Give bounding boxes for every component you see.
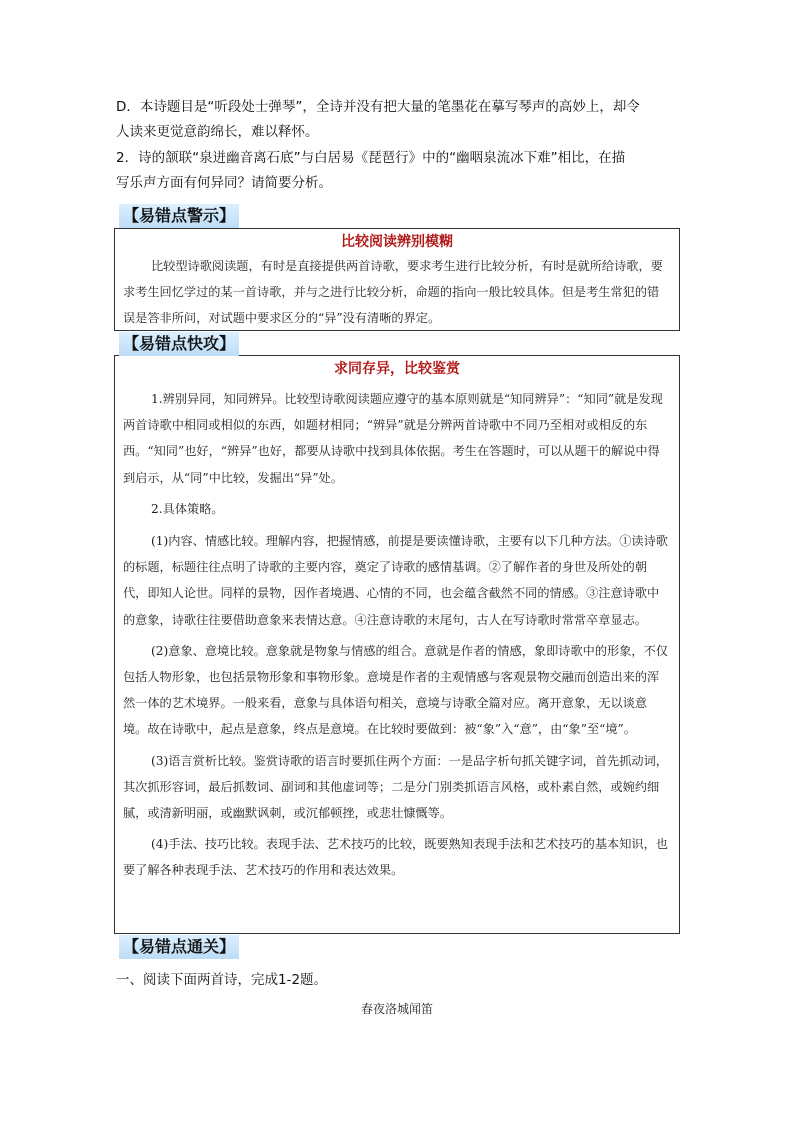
practice-instruction: 一、阅读下面两首诗，完成1-2题。 (116, 972, 328, 988)
warning-title: 比较阅读辨别模糊 (341, 234, 453, 250)
option-d: D．本诗题目是“听段处士弹琴”，全诗并没有把大量的笔墨花在摹写琴声的高妙上，却令 人读来更觉意韵绵长，难以释怀。 (116, 99, 640, 140)
poem-title: 春夜洛城闻笛 (360, 1002, 433, 1016)
tactics-paragraph-5: (3)语言赏析比较。鉴赏诗歌的语言时要抓住两个方面：一是品字析句抓关键字词，首先抓动词，其次抓形容词，最后抓数词、副词和其他虚词等；二是分门别类抓语言风格，或朴素自然，或婉约细腻，或清新明丽，或幽默讽刺，或沉郁顿挫，或悲壮慷慨等。 (123, 753, 668, 821)
section-header-warning: 【易错点警示】 (119, 204, 239, 228)
tactics-paragraph-3: (1)内容、情感比较。理解内容，把握情感，前提是要读懂诗歌，主要有以下几种方法。①读诗歌的标题，标题往往点明了诗歌的主要内容，奠定了诗歌的感情基调。②了解作者的身世及所处的朝代，即知人论世。同样的景物，因作者境遇、心情的不同，也会蕴含截然不同的情感。③注意诗歌中的意象，诗歌往往要借助意象来表情达意。④注意诗歌的末尾句，古人在写诗歌时常常卒章显志。 (123, 534, 668, 627)
question-2: 2．诗的颔联“泉迸幽音离石底”与白居易《琵琶行》中的“幽咽泉流冰下难”相比，在描 写乐声方面有何异同？请简要分析。 (116, 150, 626, 191)
section-header-tactics: 【易错点快攻】 (119, 332, 239, 356)
tactics-paragraph-6: (4)手法、技巧比较。表现手法、艺术技巧的比较，既要熟知表现手法和艺术技巧的基本知识，也要了解各种表现手法、艺术技巧的作用和表达效果。 (123, 837, 668, 878)
section-header-practice: 【易错点通关】 (119, 935, 239, 959)
tactics-paragraph-1: 1.辨别异同，知同辨异。比较型诗歌阅读题应遵守的基本原则就是“知同辨异”：“知同”就是发现两首诗歌中相同或相似的东西，如题材相同；“辨异”就是分辨两首诗歌中不同乃至相对或相反的东西。“知同”也好，“辨异”也好，都要从诗歌中找到具体依据。考生在答题时，可以从题干的解说中得到启示，从“同”中比较，发掘出“异”处。 (123, 392, 663, 485)
warning-body: 比较型诗歌阅读题，有时是直接提供两首诗歌，要求考生进行比较分析，有时是就所给诗歌，要求考生回忆学过的某一首诗歌，并与之进行比较分析，命题的指向一般比较具体。但是考生常犯的错误是答非所问，对试题中要求区分的“异”没有清晰的界定。 (123, 259, 663, 325)
warning-box (114, 228, 680, 331)
tactics-title: 求同存异，比较鉴赏 (334, 361, 460, 377)
tactics-box (114, 355, 680, 934)
tactics-paragraph-4: (2)意象、意境比较。意象就是物象与情感的组合。意就是作者的情感，象即诗歌中的形象，不仅包括人物形象，也包括景物形象和事物形象。意境是作者的主观情感与客观景物交融而创造出来的浑然一体的艺术境界。一般来看，意象与具体语句相关，意境与诗歌全篇对应。离开意象，无以谈意境。故在诗歌中，起点是意象，终点是意境。在比较时要做到：被“象”入“意”，由“象”至“境”。 (123, 643, 668, 737)
tactics-paragraph-2: 2.具体策略。 (151, 501, 224, 516)
